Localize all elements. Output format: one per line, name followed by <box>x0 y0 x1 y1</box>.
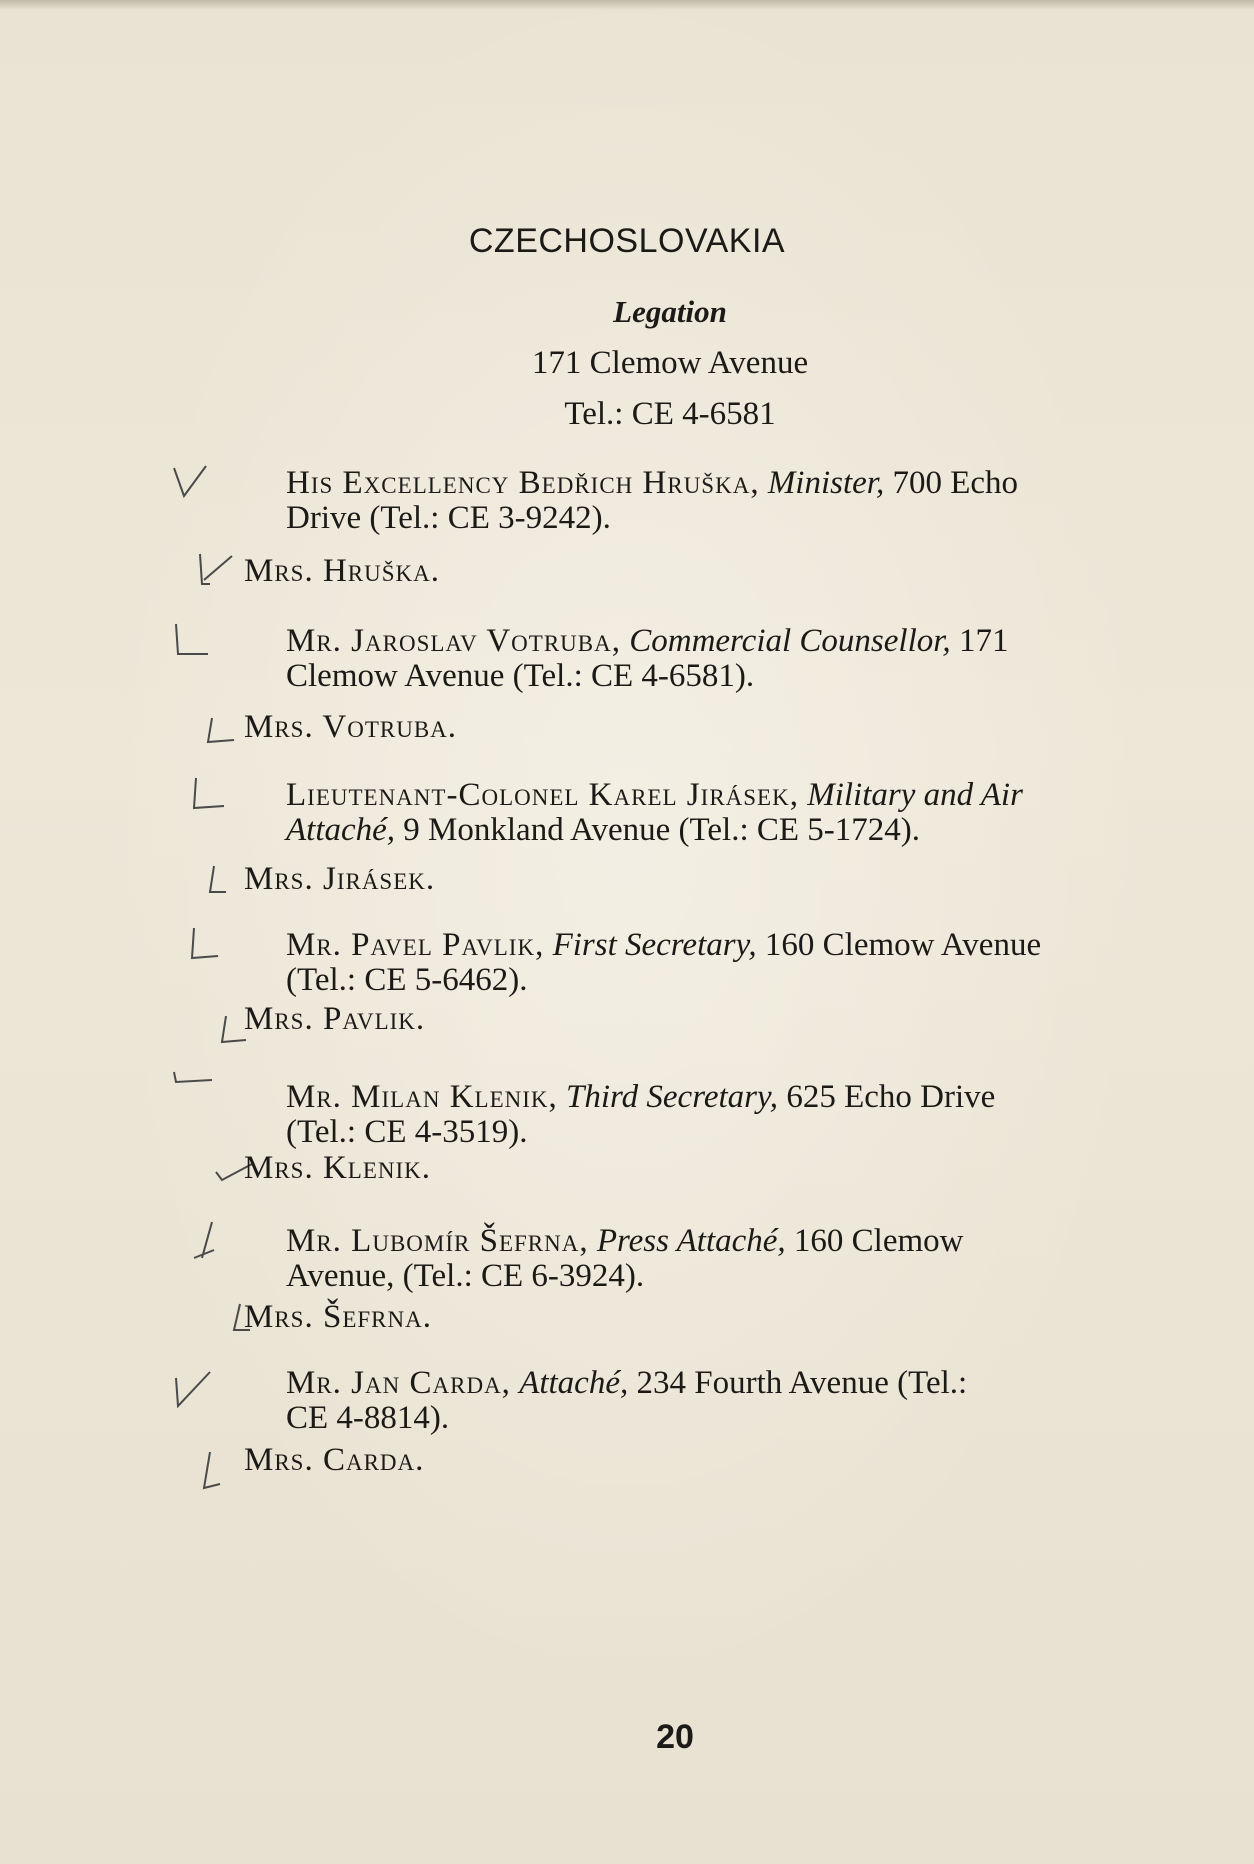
diplomat-entry-6 <box>286 1224 1124 1294</box>
country-heading: CZECHOSLOVAKIA <box>468 222 786 260</box>
pencil-check-mark-icon <box>172 620 212 660</box>
mission-telephone: Tel.: CE 4-6581 <box>564 396 776 432</box>
spouse-name: Mrs. Pavlik. <box>244 1001 426 1037</box>
diplomat-position-continued: Attaché, <box>286 812 396 848</box>
spouse-name: Mrs. Carda. <box>244 1442 425 1478</box>
diplomat-position: First Secretary, <box>552 927 757 963</box>
spouse-name: Mrs. Hruška. <box>244 553 441 589</box>
diplomat-entry-5 <box>286 1080 1124 1150</box>
diplomat-address-part: 160 Clemow Avenue <box>756 927 1042 963</box>
diplomat-entry-7 <box>286 1366 1124 1436</box>
pencil-check-mark-icon <box>172 1068 212 1108</box>
mission-address: 171 Clemow Avenue <box>531 345 809 381</box>
diplomat-name: Mr. Milan Klenik, <box>286 1079 558 1115</box>
spouse-name: Mrs. Votruba. <box>244 709 458 745</box>
diplomat-address-part: 625 Echo Drive <box>778 1079 996 1115</box>
diplomat-name: His Excellency Bedřich Hruška, <box>286 465 760 501</box>
spouse-name: Mrs. Jirásek. <box>244 861 436 897</box>
diplomat-address-line: 9 Monkland Avenue (Tel.: CE 5-1724). <box>395 812 921 848</box>
diplomat-address-line: Drive (Tel.: CE 3-9242). <box>286 500 611 536</box>
pencil-check-mark-icon <box>200 1448 240 1488</box>
page-top-edge <box>0 0 1254 10</box>
diplomat-address-part: 700 Echo <box>884 465 1019 501</box>
diplomat-address-line: CE 4-8814). <box>286 1400 450 1436</box>
diplomat-address-line: (Tel.: CE 4-3519). <box>286 1114 528 1150</box>
diplomat-entry-4 <box>286 928 1124 998</box>
diplomat-name: Mr. Jan Carda, <box>286 1365 511 1401</box>
pencil-check-mark-icon <box>172 1366 212 1406</box>
diplomat-position: Press Attaché, <box>596 1223 786 1259</box>
pencil-check-mark-icon <box>188 924 228 964</box>
pencil-check-mark-icon <box>190 774 230 814</box>
pencil-check-mark-icon <box>204 708 244 748</box>
diplomat-address-part: 234 Fourth Avenue (Tel.: <box>628 1365 968 1401</box>
pencil-check-mark-icon <box>172 462 212 502</box>
diplomat-address-line: Clemow Avenue (Tel.: CE 4-6581). <box>286 658 755 694</box>
diplomat-position: Third Secretary, <box>566 1079 779 1115</box>
diplomat-entry-1 <box>286 466 1124 536</box>
diplomat-entry-2 <box>286 624 1124 694</box>
pencil-check-mark-icon <box>190 1220 230 1260</box>
diplomat-address-line: (Tel.: CE 5-6462). <box>286 962 528 998</box>
diplomat-name: Mr. Jaroslav Votruba, <box>286 623 621 659</box>
page-number: 20 <box>656 1718 694 1756</box>
diplomat-name: Lieutenant-Colonel Karel Jirásek, <box>286 777 799 813</box>
diplomat-address-part: 171 <box>950 623 1009 659</box>
pencil-check-mark-icon <box>196 550 236 590</box>
mission-type: Legation <box>613 294 727 329</box>
spouse-name: Mrs. Klenik. <box>244 1150 432 1186</box>
diplomat-position: Military and Air <box>807 777 1023 813</box>
diplomat-position: Commercial Counsellor, <box>629 623 951 659</box>
diplomat-name: Mr. Lubomír Šefrna, <box>286 1223 589 1259</box>
diplomat-entry-3 <box>286 778 1124 848</box>
diplomat-name: Mr. Pavel Pavlik, <box>286 927 545 963</box>
diplomat-address-part: 160 Clemow <box>785 1223 964 1259</box>
pencil-check-mark-icon <box>206 860 246 900</box>
diplomat-address-line: Avenue, (Tel.: CE 6-3924). <box>286 1258 645 1294</box>
diplomat-position: Attaché, <box>519 1365 629 1401</box>
diplomat-position: Minister, <box>767 465 885 501</box>
spouse-name: Mrs. Šefrna. <box>244 1299 432 1335</box>
